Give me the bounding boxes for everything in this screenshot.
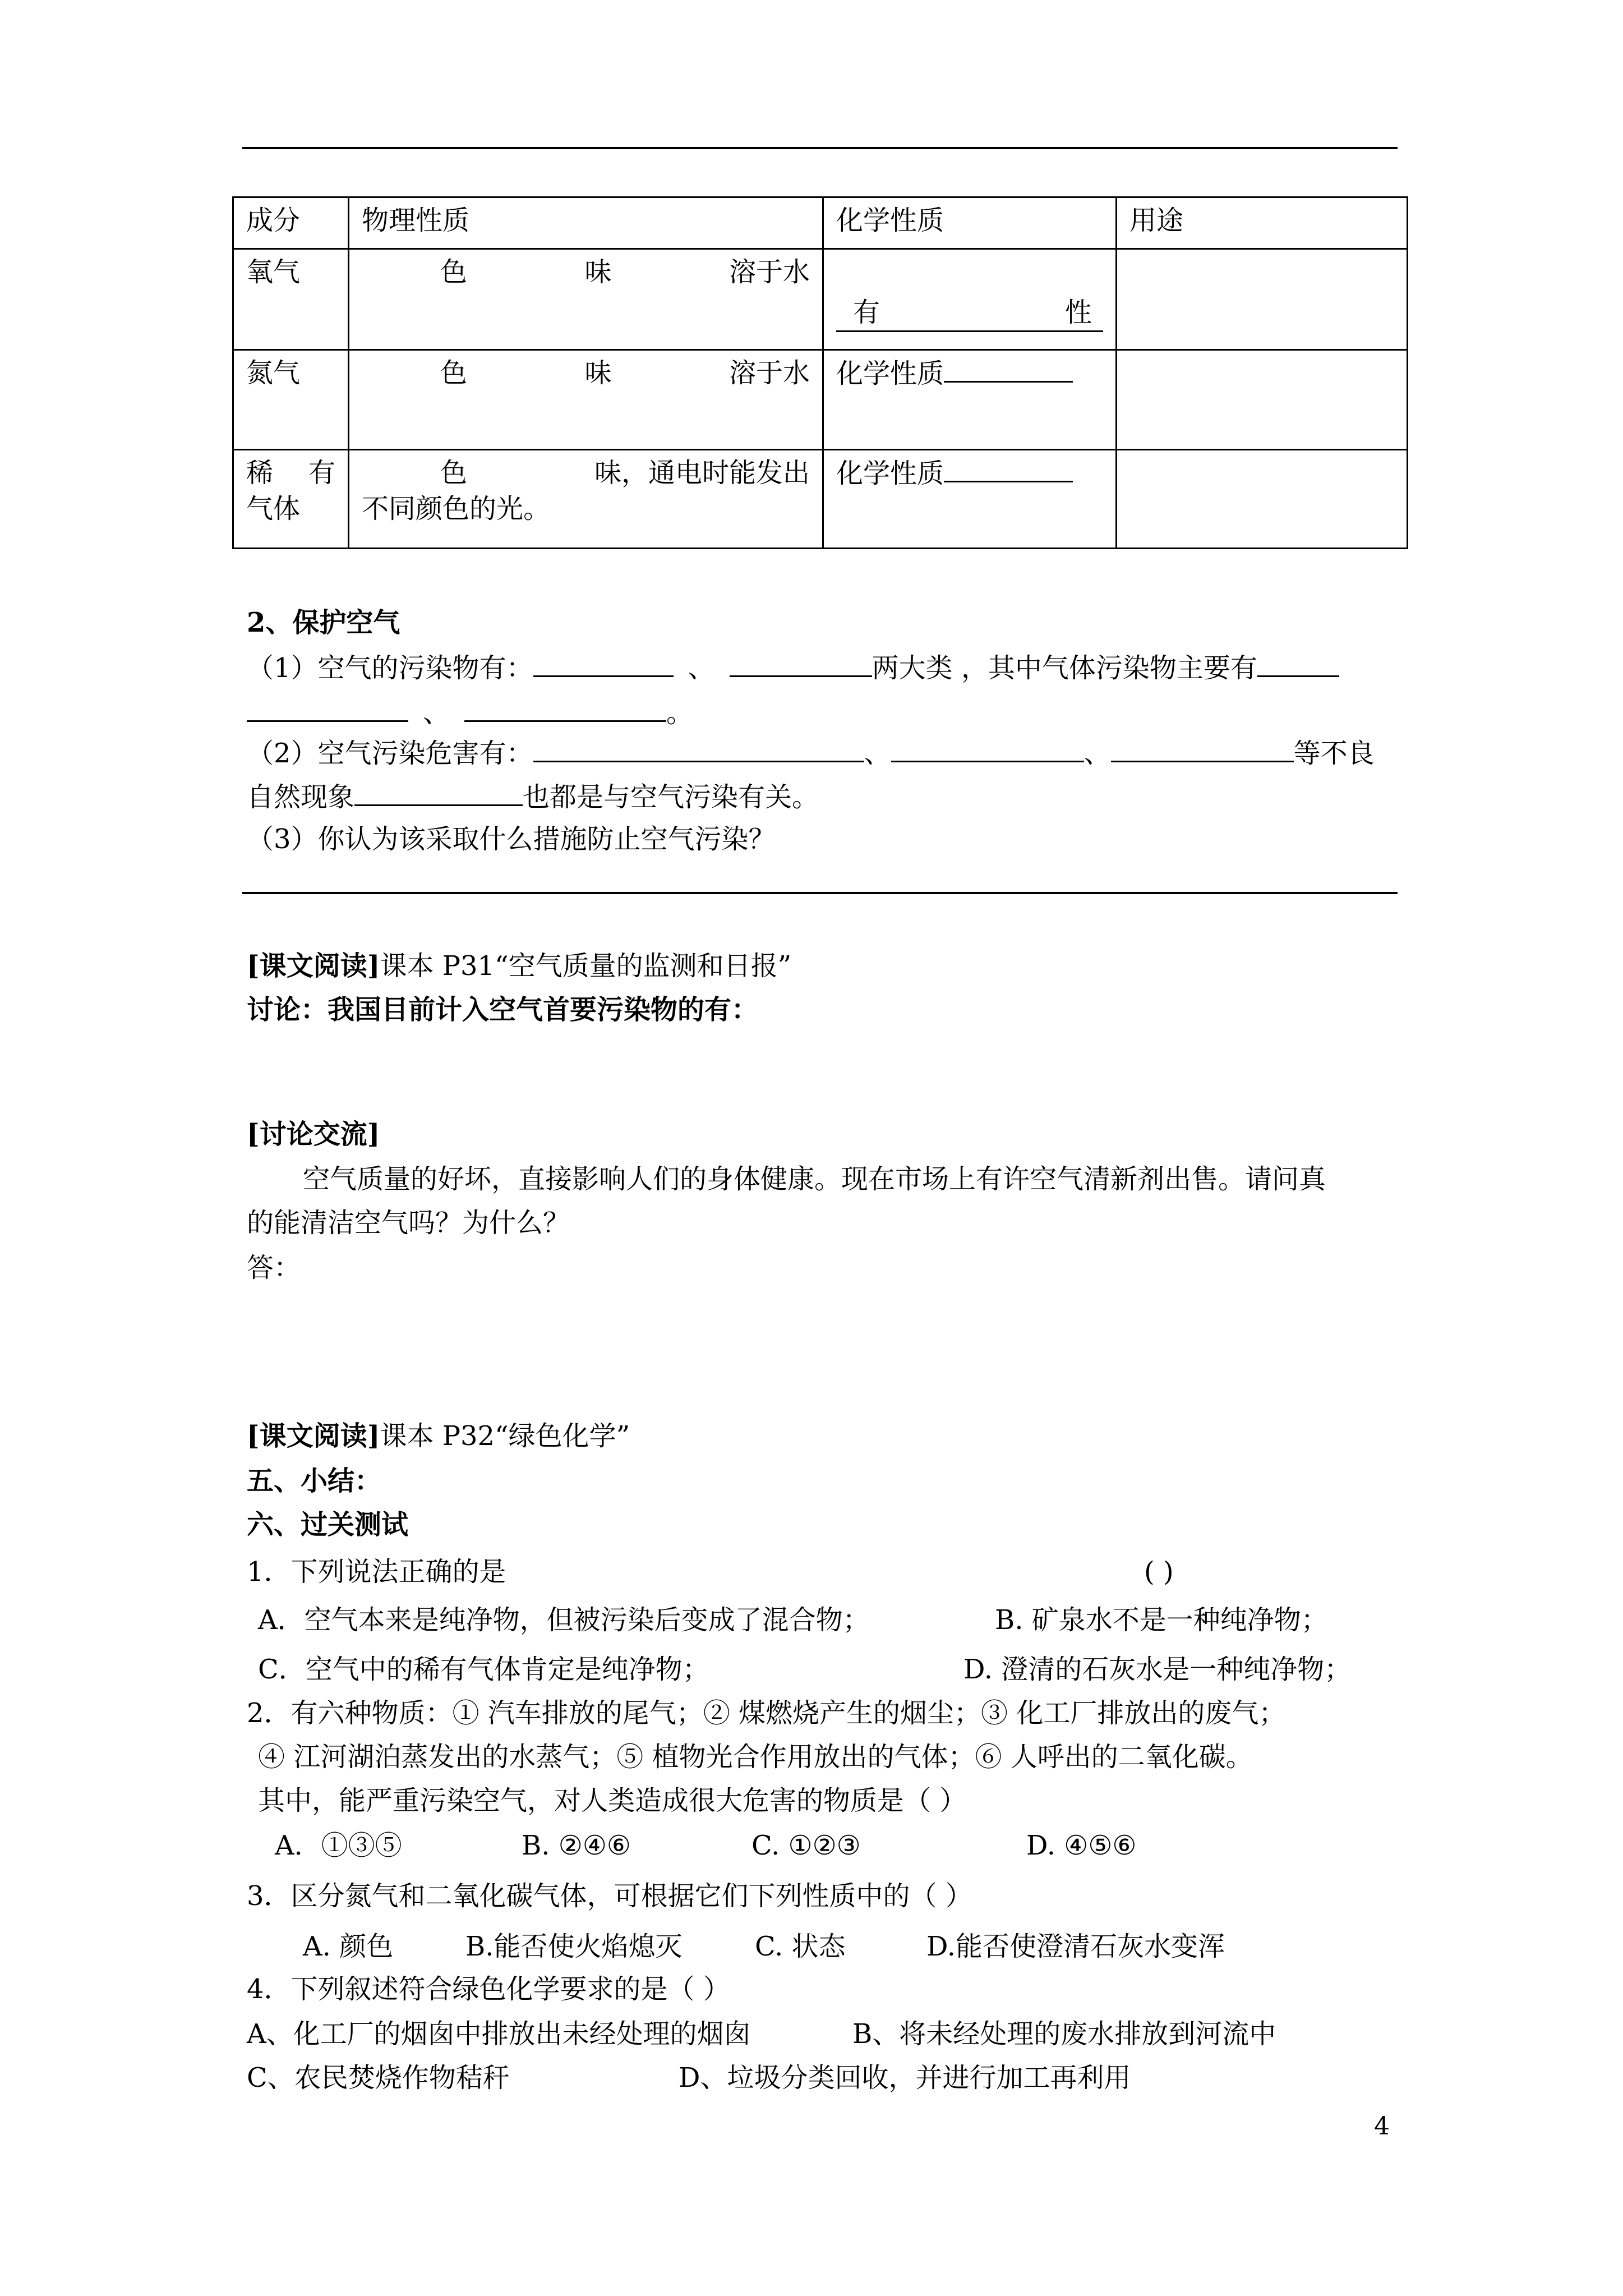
option: C. 状态	[755, 1931, 846, 1962]
answer-blank	[354, 779, 523, 806]
question-stem: 3．区分氮气和二氧化碳气体，可根据它们下列性质中的（ ）	[247, 1880, 972, 1912]
answer-blank	[1257, 650, 1339, 677]
header-cell: 成分	[233, 197, 349, 249]
answer-blank	[464, 694, 666, 722]
answer-blank	[1111, 735, 1294, 762]
answer-paren: ( )	[1144, 1556, 1174, 1588]
answer-blank	[730, 650, 872, 677]
header-cell: 物理性质	[349, 197, 823, 249]
chemical-properties: 化学性质	[823, 450, 1117, 549]
discussion-prompt: 讨论：我国目前计入空气首要污染物的有：	[247, 994, 759, 1025]
option: B.能否使火焰熄灭	[465, 1931, 683, 1962]
chemical-properties: 化学性质	[823, 350, 1117, 450]
option: D. ④⑤⑥	[1026, 1830, 1137, 1861]
table-row	[233, 450, 1408, 549]
option: B、将未经处理的废水排放到河流中	[852, 2018, 1276, 2050]
summary-heading: 五、小结：	[247, 1465, 382, 1497]
option: C. ①②③	[751, 1830, 861, 1861]
option: B. ②④⑥	[522, 1830, 631, 1861]
question-stem: ④ 江河湖泊蒸发出的水蒸气；⑤ 植物光合作用放出的气体；⑥ 人呼出的二氧化碳。	[258, 1741, 1253, 1773]
question-stem: 2．有六种物质：① 汽车排放的尾气；② 煤燃烧产生的烟尘；③ 化工厂排放出的废气；	[247, 1697, 1286, 1729]
option: A．①③⑤	[275, 1830, 402, 1861]
answer-label: 答：	[247, 1252, 301, 1283]
reading-note: [课文阅读]课本 P31“空气质量的监测和日报”	[247, 950, 792, 982]
chemical-properties: 有 性	[823, 249, 1117, 350]
answer-blank	[533, 735, 864, 762]
answer-rule	[242, 892, 1398, 894]
option: D、垃圾分类回收，并进行加工再利用	[679, 2062, 1131, 2093]
reading-note: [课文阅读]课本 P32“绿色化学”	[247, 1420, 630, 1452]
question-line: （3）你认为该采取什么措施防止空气污染？	[247, 823, 776, 855]
protect-air-heading: 2、保护空气	[247, 607, 400, 638]
table-row	[233, 249, 1408, 350]
answer-blank	[247, 694, 408, 722]
header-cell: 化学性质	[823, 197, 1117, 249]
usage-cell	[1117, 249, 1408, 350]
option: A、化工厂的烟囱中排放出未经处理的烟囱	[247, 2018, 751, 2050]
question-stem: 其中，能严重污染空气，对人类造成很大危害的物质是（ ）	[258, 1785, 967, 1816]
properties-table	[232, 196, 1408, 549]
question-line: 、 。	[247, 694, 693, 730]
exchange-text: 的能清洁空气吗？为什么？	[247, 1207, 570, 1239]
answer-blank	[944, 355, 1073, 383]
answer-blank	[533, 650, 674, 677]
component-name: 稀 有 气体	[233, 450, 349, 549]
physical-properties: 色 味 溶于水	[349, 350, 823, 450]
table-header-row	[233, 197, 1408, 249]
usage-cell	[1117, 450, 1408, 549]
question-stem: 4．下列叙述符合绿色化学要求的是（ ）	[247, 1973, 730, 2005]
test-heading: 六、过关测试	[247, 1509, 409, 1540]
physical-properties: 色 味 溶于水	[349, 249, 823, 350]
question-stem: 1．下列说法正确的是	[247, 1556, 506, 1588]
usage-cell	[1117, 350, 1408, 450]
header-cell: 用途	[1117, 197, 1408, 249]
physical-properties: 色 味，通电时能发出 不同颜色的光。	[349, 450, 823, 549]
header-rule	[242, 147, 1398, 149]
question-line: （2）空气污染危害有： 、 、 等不良	[247, 735, 1375, 770]
question-line: （1）空气的污染物有： 、 两大类 ，其中气体污染物主要有	[247, 650, 1339, 685]
table-row	[233, 350, 1408, 450]
answer-blank	[891, 735, 1084, 762]
option: B. 矿泉水不是一种纯净物；	[995, 1604, 1328, 1636]
exchange-text: 空气质量的好坏，直接影响人们的身体健康。现在市场上有许空气清新剂出售。请问真	[303, 1163, 1326, 1195]
option: D. 澄清的石灰水是一种纯净物；	[963, 1654, 1352, 1685]
option: A．空气本来是纯净物，但被污染后变成了混合物；	[258, 1604, 870, 1636]
option: C．空气中的稀有气体肯定是纯净物；	[258, 1654, 709, 1685]
exchange-heading: [讨论交流]	[247, 1119, 380, 1150]
option: C、农民焚烧作物秸秆	[247, 2062, 510, 2093]
page-number: 4	[1374, 2112, 1390, 2141]
answer-blank	[944, 455, 1073, 482]
component-name: 氮气	[233, 350, 349, 450]
question-line: 自然现象 也都是与空气污染有关。	[247, 779, 819, 814]
option: D.能否使澄清石灰水变浑	[926, 1931, 1225, 1962]
component-name: 氧气	[233, 249, 349, 350]
option: A. 颜色	[303, 1931, 394, 1962]
